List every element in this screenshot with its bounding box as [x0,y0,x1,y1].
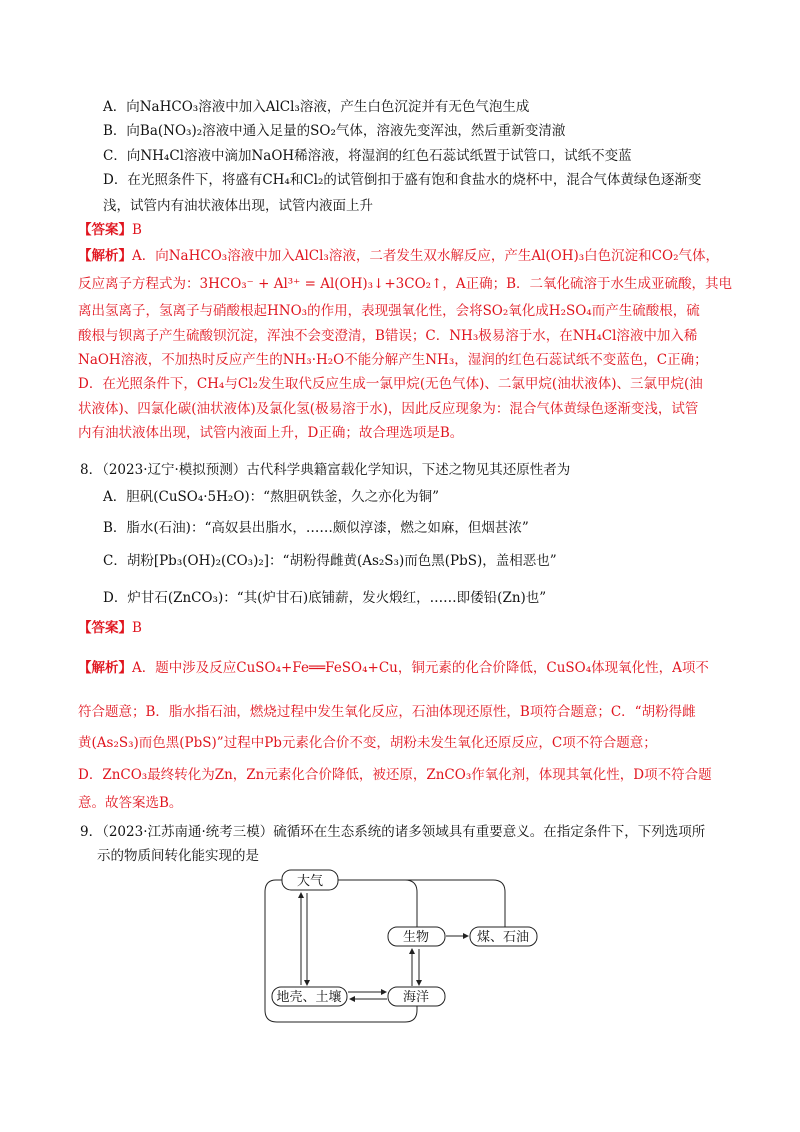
analysis-line: 意。故答案选B。 [78,795,183,811]
analysis-line: 内有油状液体出现，试管内液面上升，D正确；故合理选项是B。 [78,425,464,441]
q8-option-b: B．脂水(石油)：“高奴县出脂水，……颇似淳漆，燃之如麻，但烟甚浓” [103,520,529,536]
svg-text:大气: 大气 [296,874,324,889]
q7-option-c: C．向NH₄Cl溶液中滴加NaOH稀溶液，将湿润的红色石蕊试纸置于试管口，试纸不变蓝 [103,148,632,164]
svg-text:海洋: 海洋 [402,990,430,1005]
q7-option-d-cont: 浅，试管内有油状液体出现，试管内液面上升 [103,198,373,214]
node-crust-soil [272,987,347,1006]
analysis-line: 反应离子方程式为：3HCO₃⁻ + Al³⁺ = Al(OH)₃↓+3CO₂↑，A正确；B．二氧化硫溶于水生成亚硫酸，其电 [78,276,733,292]
analysis-line: A．题中涉及反应CuSO₄+Fe══FeSO₄+Cu，铜元素的化合价降低，CuSO₄体现氧化性，A项不 [132,660,709,676]
analysis-line: D．在光照条件下，CH₄与Cl₂发生取代反应生成一氯甲烷(无色气体)、二氯甲烷(油状液体)、三氯甲烷(油 [78,376,703,392]
svg-text:生物: 生物 [402,930,430,945]
q9-stem-cont: 示的物质间转化能实现的是 [97,848,259,864]
top-line [338,880,505,927]
analysis-line: 黄(As₂S₃)而色黑(PbS)”过程中Pb元素化合价不变，胡粉未发生氧化还原反应，C项不符合题意； [78,735,657,751]
svg-text:煤、石油: 煤、石油 [476,930,530,945]
q7-option-a: A．向NaHCO₃溶液中加入AlCl₃溶液，产生白色沉淀并有无色气泡生成 [103,99,530,115]
q8-stem: 8．（2023·辽宁·模拟预测）古代科学典籍富载化学知识，下述之物见其还原性者为 [80,462,571,478]
analysis-line: 酸根与钡离子产生硫酸钡沉淀，浑浊不会变澄清，B错误；C．NH₃极易溶于水，在NH₄Cl溶液中加入稀 [78,328,698,344]
q8-option-c: C．胡粉[Pb₃(OH)₂(CO₃)₂]：“胡粉得雌黄(As₂S₃)而色黑(PbS)，盖相恶也” [103,553,557,569]
node-organisms [388,927,445,946]
svg-text:地壳、土壤: 地壳、土壤 [276,990,342,1005]
q7-option-d: D．在光照条件下，将盛有CH₄和Cl₂的试管倒扣于盛有饱和食盐水的烧杯中，混合气体黄绿色逐渐变 [103,172,702,188]
answer-value: B [132,222,142,238]
analysis-line: 状液体)、四氯化碳(油状液体)及氯化氢(极易溶于水)，因此反应现象为：混合气体黄绿色逐渐变浅，试管 [78,401,699,417]
analysis-line: NaOH溶液，不加热时反应产生的NH₃·H₂O不能分解产生NH₃，湿润的红色石蕊试纸不变蓝色，C正确； [78,352,708,368]
answer-label: 【答案】 [78,620,132,636]
answer-value: B [132,620,142,636]
q8-option-a: A．胆矾(CuSO₄·5H₂O)：“熬胆矾铁釜，久之亦化为铜” [103,489,439,505]
node-ocean [388,987,445,1006]
q9-stem: 9．（2023·江苏南通·统考三模）硫循环在生态系统的诸多领域具有重要意义。在指定条件下，下列选项所 [80,824,706,840]
node-coal-oil [470,927,537,946]
answer-label: 【答案】 [78,222,132,238]
analysis-line: D．ZnCO₃最终转化为Zn，Zn元素化合价降低，被还原，ZnCO₃作氧化剂，体现其氧化性，D项不符合题 [78,767,712,783]
q8-option-d: D．炉甘石(ZnCO₃)：“其(炉甘石)底铺薪，发火煅红，……即倭铅(Zn)也” [103,590,547,606]
q7-option-b: B．向Ba(NO₃)₂溶液中通入足量的SO₂气体，溶液先变浑浊，然后重新变清澈 [103,123,566,139]
node-atmosphere [282,870,338,890]
analysis-label: 【解析】 [78,660,132,676]
analysis-label: 【解析】 [78,248,132,264]
outer-loop-line [338,880,417,927]
analysis-line: 离出氢离子，氢离子与硝酸根起HNO₃的作用，表现强氧化性，会将SO₂氧化成H₂SO₄而产生硫酸根，硫 [78,303,700,319]
analysis-line: A．向NaHCO₃溶液中加入AlCl₃溶液，二者发生双水解反应，产生Al(OH)₃白色沉淀和CO₂气体， [132,248,719,264]
analysis-line: 符合题意；B．脂水指石油，燃烧过程中发生氧化反应，石油体现还原性，B项符合题意；C．“胡粉得雌 [78,704,696,720]
